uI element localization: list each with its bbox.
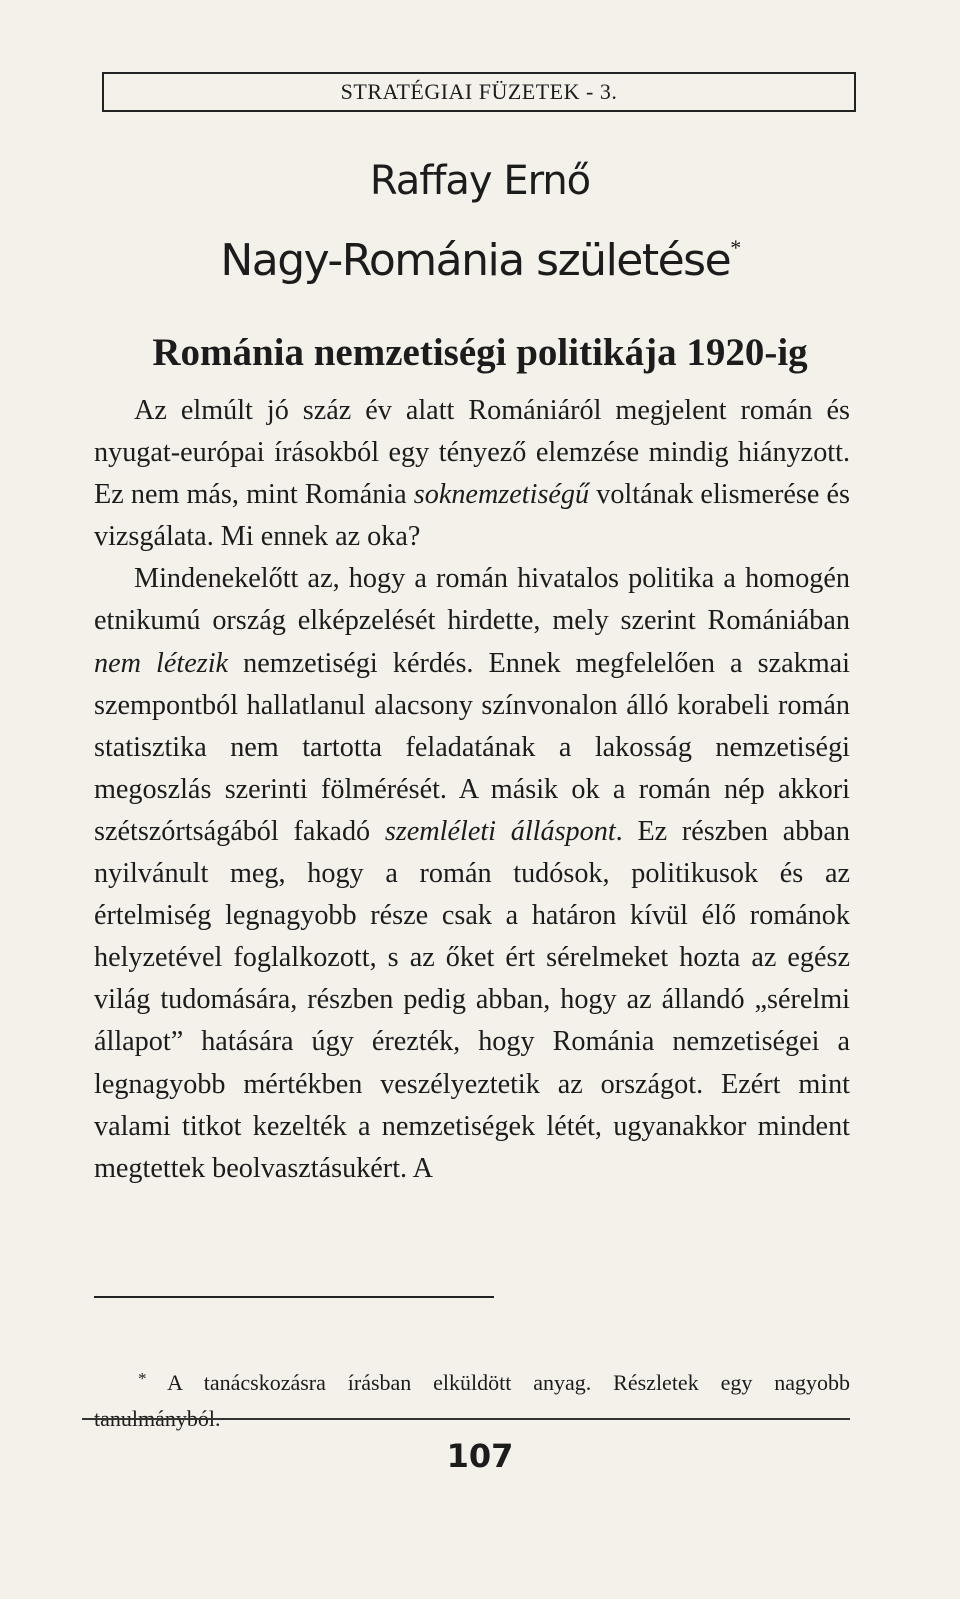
section-heading: Románia nemzetiségi politikája 1920-ig bbox=[152, 331, 808, 374]
footnote-text: A tanácskozásra írásban elküldött anyag. Részletek egy nagyobb tanulmányból. bbox=[94, 1370, 850, 1431]
text-run: Mindenekelőtt az, hogy a román hivatalos politika a homogén etnikumú ország elképzelését hirdette, mely szerint Romániában bbox=[94, 563, 850, 637]
footnote-mark: * bbox=[138, 1369, 147, 1388]
footnote bbox=[94, 1366, 850, 1436]
series-header bbox=[102, 72, 856, 112]
page-number: 107 bbox=[446, 1437, 514, 1475]
paragraph-2 bbox=[94, 558, 850, 1189]
emphasis: soknemzetiségű bbox=[413, 479, 590, 511]
emphasis: nem létezik bbox=[94, 647, 229, 679]
text-run: . Ez részben abban nyilvánult meg, hogy a román tudósok, politikusok és az értelmiség legnagyobb része csak a határon kívül élő románok helyzetével foglalkozott, s az őket ért sérelmeket hozta az egész világ tudomására, részben pedig abban, hogy az állandó „sérelmi állapot” hatására úgy érezték, hogy Románia nemzetiségei a legnagyobb mértékben veszélyeztetik az országot. Ezért mint valami titkot kezelték a nemzetiségek létét, ugyanakkor mindent megtettek beolvasztásukért. A bbox=[94, 815, 850, 1184]
text-run: Az elmúlt jó száz év alatt Romániáról megjelent román és nyugat-európai írásokból egy tényező elemzése mindig hiányzott. Ez nem más, mint Románia bbox=[94, 395, 850, 511]
footnote-reference: * bbox=[730, 235, 740, 260]
text-run: nemzetiségi kérdés. Ennek megfelelően a szakmai szempontból hallatlanul alacsony színvonalon álló korabeli román statisztika nem tartotta feladatának a lakosság nemzetiségi megoszlás szerinti fölmérését. A másik ok a román nép akkori szétszórtságából fakadó bbox=[94, 647, 850, 847]
author-name: Raffay Ernő bbox=[369, 158, 591, 204]
series-title: STRATÉGIAI FÜZETEK - 3. bbox=[340, 79, 618, 104]
paragraph-1 bbox=[94, 390, 850, 558]
article-title bbox=[0, 235, 960, 286]
page-bottom-rule bbox=[82, 1418, 850, 1420]
text-run: voltának elismerése és vizsgálata. Mi ennek az oka? bbox=[94, 479, 850, 553]
emphasis: szemléleti álláspont bbox=[384, 815, 616, 847]
body-text bbox=[94, 390, 850, 1190]
footnote-separator bbox=[94, 1296, 494, 1298]
article-title-text: Nagy-Románia születése bbox=[220, 235, 731, 286]
